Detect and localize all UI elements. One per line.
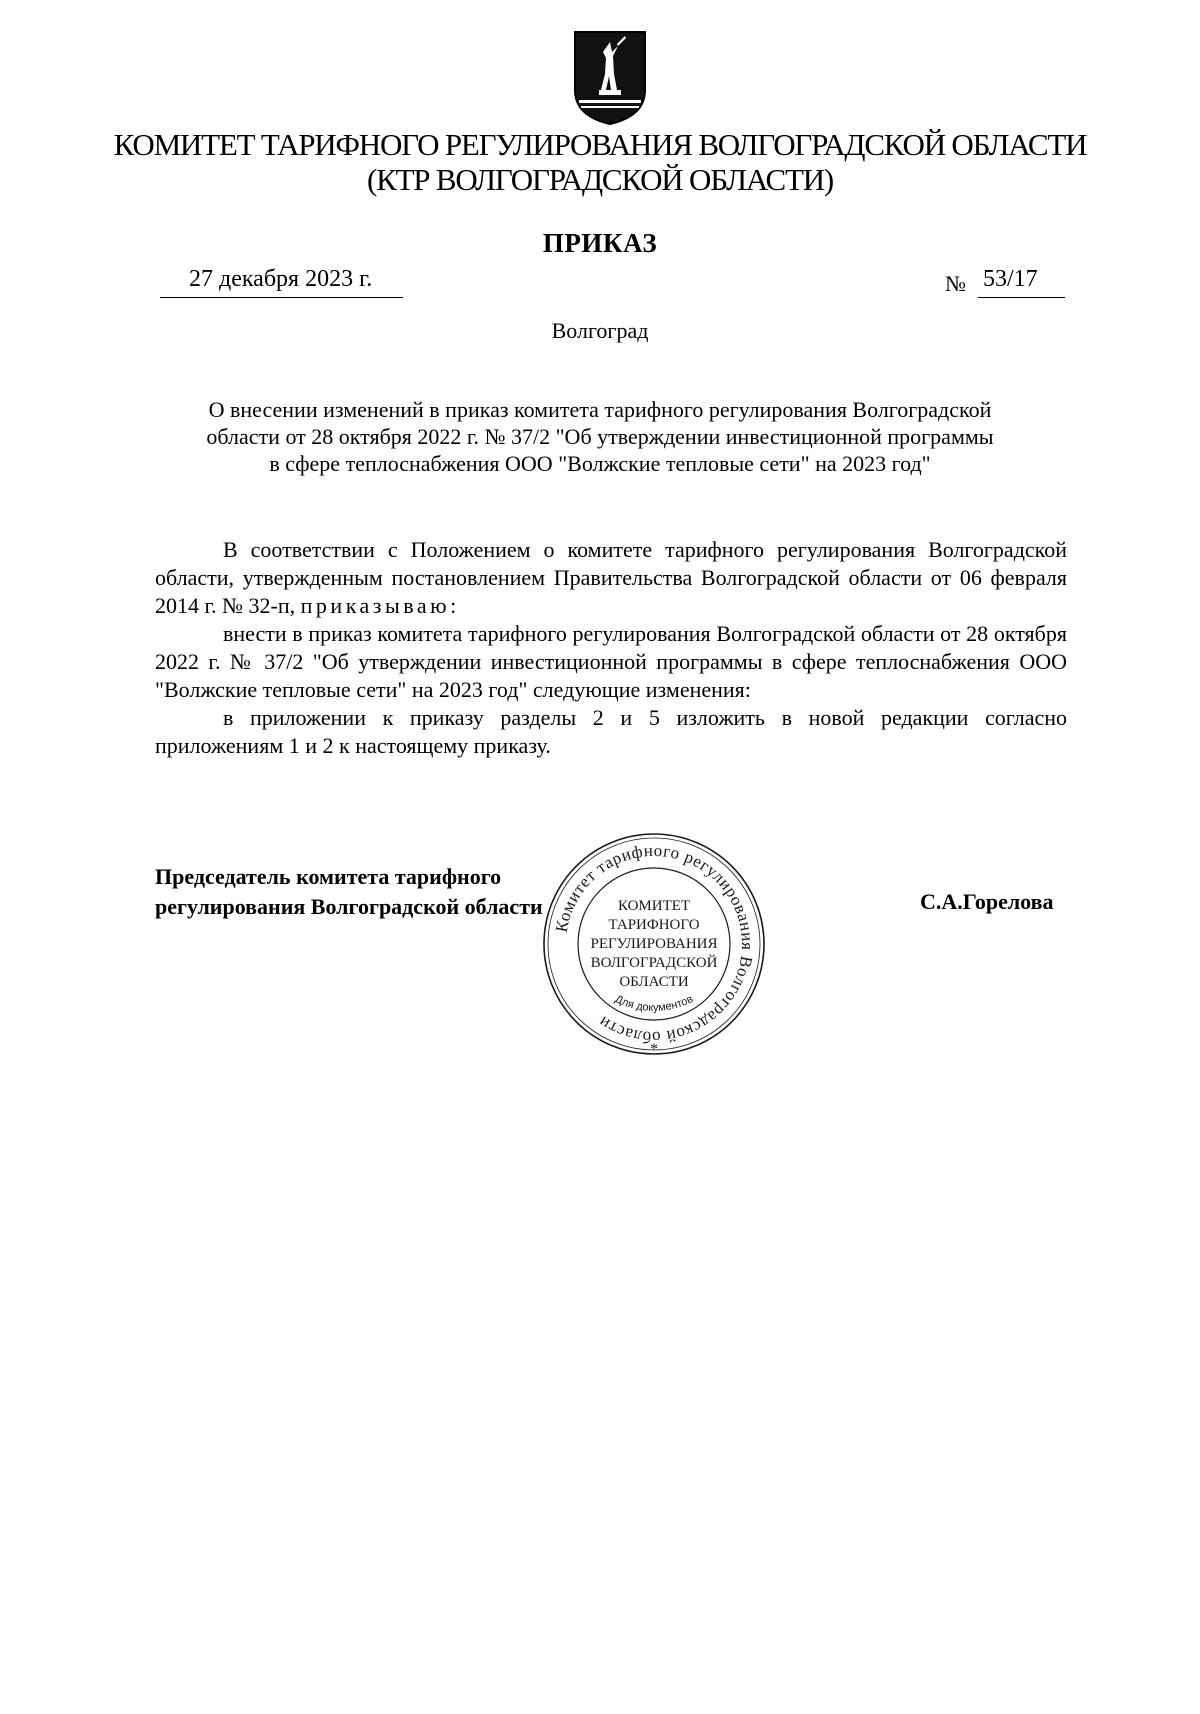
document-date-field (160, 266, 403, 298)
svg-text:РЕГУЛИРОВАНИЯ: РЕГУЛИРОВАНИЯ (590, 936, 718, 952)
document-number: 53/17 (983, 266, 1038, 292)
coat-of-arms-icon (573, 30, 647, 126)
document-date: 27 декабря 2023 г. (189, 266, 373, 292)
position-line: Председатель комитета тарифного (155, 864, 502, 889)
svg-text:*: * (650, 1041, 658, 1058)
official-seal-stamp (538, 828, 770, 1060)
svg-text:ВОЛГОГРАДСКОЙ: ВОЛГОГРАДСКОЙ (590, 955, 718, 971)
document-number-field (945, 266, 1065, 298)
organization-name: КОМИТЕТ ТАРИФНОГО РЕГУЛИРОВАНИЯ ВОЛГОГРАДСКОЙ ОБЛАСТИ (113, 127, 1087, 162)
document-city: Волгоград (551, 318, 649, 343)
document-subject (140, 396, 1060, 477)
date-underline (160, 297, 403, 298)
svg-text:КОМИТЕТ: КОМИТЕТ (617, 898, 691, 914)
svg-text:ОБЛАСТИ: ОБЛАСТИ (619, 974, 689, 990)
position-line: регулирования Волгоградской области (155, 894, 543, 919)
basis-text: В соответствии с Положением о комитете тарифного регулирования Волгоградской области, утвержденным постановлением Правительства Волгоградской области от 06 февраля 2014 г. № 32-п, (155, 537, 1067, 618)
svg-text:ТАРИФНОГО: ТАРИФНОГО (608, 917, 700, 933)
svg-text:Комитет тарифного регулировани: Комитет тарифного регулирования Волгоградской области (551, 840, 758, 1048)
body-paragraph-sections: в приложении к приказу разделы 2 и 5 изложить в новой редакции согласно приложениям 1 и 2 к настоящему приказу. (155, 705, 1067, 758)
subject-line: области от 28 октября 2022 г. № 37/2 "Об утверждении инвестиционной программы (206, 424, 994, 449)
number-underline (978, 297, 1065, 298)
signatory-name: С.А.Горелова (920, 889, 1054, 914)
number-sign: № (945, 271, 966, 296)
svg-text:Для документов: Для документов (613, 993, 695, 1015)
organization-abbreviation: (КТР ВОЛГОГРАДСКОЙ ОБЛАСТИ) (366, 162, 834, 197)
subject-line: О внесении изменений в приказ комитета тарифного регулирования Волгоградской (208, 397, 992, 422)
signatory-position (155, 862, 543, 922)
subject-line: в сфере теплоснабжения ООО "Волжские тепловые сети" на 2023 год" (269, 451, 931, 476)
body-paragraph-basis (155, 536, 1067, 620)
document-title: ПРИКАЗ (542, 228, 658, 258)
order-word: приказываю: (300, 593, 460, 618)
document-body (155, 536, 1067, 760)
body-paragraph-changes: внести в приказ комитета тарифного регулирования Волгоградской области от 28 октября 2022 г. № 37/2 "Об утверждении инвестиционной программы в сфере теплоснабжения ООО "Волжские тепловые сети" на 2023 год" следующие изменения: (155, 621, 1067, 702)
